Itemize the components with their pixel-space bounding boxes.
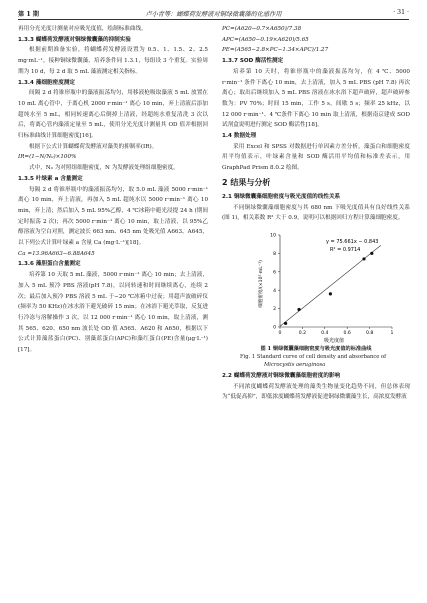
figure-caption-en xyxy=(222,353,410,369)
chart-r2: R² = 0.9714 xyxy=(330,246,361,253)
section-heading: 1.4 数据处理 xyxy=(222,133,257,140)
running-title: 卢小青等：蝴蝶荷发酵液对铜绿微囊藻的化感作用 xyxy=(145,11,282,18)
standard-curve-chart xyxy=(222,227,410,345)
figure-caption-cn: 图 1 铜绿微囊藻细胞密度与吸光度值的标准曲线 xyxy=(260,345,372,352)
paragraph: 每隔 2 d 将锥形瓶中的藻液振荡均匀，取 5.0 mL 藻液 5000 r·min⁻¹ 离心 10 min，弃上清液，再加入 5 mL 超纯水以 5000 r·min⁻¹ 离心 10 min，弃上清；然后加入 5 mL 95%乙醇，4 ℃冰箱中避光浸提 24 h (期间定时振荡 2 次)；再次 5000 r·min⁻¹ 离心 10 min，取上清液，以 95%乙醇溶液为空白对照，测定波长 663 nm、645 nm 处吸光值 A663、A645，以下列公式计算叶绿素 a 含量 Ca (mg·L⁻¹)[18]。 xyxy=(18,186,208,247)
figure-caption-en-line1: Fig. 1 Standard curve of cell density and absorbance of xyxy=(240,353,386,360)
x-tick-label: 0.6 xyxy=(343,330,351,336)
paragraph: 根据下公式计算蝴蝶荷发酵液对藻类的抑制率(IR)。 xyxy=(29,143,158,150)
section-heading: 2.1 铜绿微囊藻细胞密度与吸光度值的线性关系 xyxy=(222,193,341,200)
y-tick-label: 10 xyxy=(270,233,276,239)
equation-pc: PC=(A620−0.7×A650)/7.38 xyxy=(222,26,302,32)
paragraph: 不同浓度蝴蝶荷发酵液处理的藻类生物量变化趋势不同，但总体表现为“低促高抑”，即低浓度蝴蝶荷发酵液促进铜绿微囊藻生长，高浓度发酵液 xyxy=(222,383,410,401)
data-point xyxy=(329,292,332,295)
y-tick-label: 4 xyxy=(273,288,276,294)
section-heading: 2.2 蝴蝶荷发酵液对铜绿微囊藻细胞密度的影响 xyxy=(222,372,341,379)
section-heading: 1.3.3 蝴蝶荷发酵液对铜绿微囊藻的抑制实验 xyxy=(18,36,131,43)
paragraph: 式中，N₀ 为对照组细胞密度，N 为发酵液处理组细胞密度。 xyxy=(29,165,179,172)
data-point xyxy=(362,257,365,260)
chapter-heading: 2 结果与分析 xyxy=(222,177,271,187)
paragraph: 培养第 10 天取 5 mL 藻液，5000 r·min⁻¹ 离心 10 min；去上清液，加入 5 mL 预冷 PBS 溶液(pH 7.8)，以同转速和时间继续离心，连续 2 次；最后加入预冷 PBS 溶液 5 mL 于−20 ℃冰箱中过夜；用超声波破碎仪(频率为 50 KHz)在冰水浴下避光破碎 15 min；在冰浴下避光萃取，反复进行冷冻与溶解操作 3 次，以 12 000 r·min⁻¹ 离心 10 min，取上清液，测其 565、620、650 nm 波长处 OD 值 A565、A620 和 A650，根据以下公式计算藻蓝蛋白(PC)、别藻蓝蛋白(APC)和藻红蛋白(PE)含量(μg·L⁻¹)[17]。 xyxy=(18,272,208,354)
paragraph: 采用 Excel 和 SPSS 对数据进行单因素方差分析，藻蛋白和细胞密度用平均值表示，叶绿素含量和 SOD 酶活用平均值和标准差表示，用 GraphPad Prism 8.0.2 绘图。 xyxy=(222,143,410,172)
data-point xyxy=(297,308,300,311)
equation-ir: IR=(1−N/N₀)×100% xyxy=(18,154,77,161)
y-tick-label: 8 xyxy=(273,251,276,257)
right-column xyxy=(222,24,410,403)
chart-equation: y = 75.661x − 0.843 xyxy=(326,238,379,245)
paragraph: 再用分光光度计测量对应吸光度值，绘制标准曲线。 xyxy=(18,26,147,32)
y-axis-label: 细胞密度/(×10⁷·mL⁻¹) xyxy=(259,260,264,308)
figure-caption-en-line2: Microcystis aeruginosa xyxy=(264,361,326,368)
page-number: · 31 · xyxy=(393,9,409,16)
equation-chla: Ca =13.96A663−6.88A645 xyxy=(18,250,95,257)
issue-number: 第 1 期 xyxy=(18,11,39,18)
section-heading: 1.3.5 叶绿素 a 含量测定 xyxy=(18,175,83,182)
y-tick-label: 0 xyxy=(273,325,276,331)
x-tick-label: 0.2 xyxy=(298,330,307,336)
x-tick-label: 1 xyxy=(390,330,394,336)
data-point xyxy=(370,252,373,255)
x-axis-label: 吸光度值 xyxy=(323,337,345,344)
paragraph: 培养第 10 天时，将锥形瓶中的藻液振荡均匀，在 4 ℃、5000 r·min⁻¹ 条件下离心 10 min，去上清液，加入 5 mL PBS (pH 7.8) 再次离心；取出后继续加入 5 mL PBS 溶液在冰水浴下超声破碎，超声破碎参数为：PV 70%；时间 15 min，工作 5 s，间歇 5 s；频率 25 kHz，以 12 000 r·min⁻¹、4 ℃条件下离心 10 min 取上清液，根据南京建成 SOD 试剂盒说明进行测定 SOD 酶活性[18]。 xyxy=(222,68,410,129)
trend-line xyxy=(280,245,381,326)
equation-apc: APC=(A650−0.19×A620)/5.65 xyxy=(222,36,309,43)
x-tick-label: 0 xyxy=(278,330,282,336)
x-tick-label: 0.8 xyxy=(365,330,374,336)
paragraph: 间隔 2 d 将锥形瓶中的藻液振荡均匀，用移液枪吸取藻液 5 mL 放置在 10 mL 离心管中，于离心机 2000 r·min⁻¹ 离心 10 min，弃上清液后添加超纯水至 5 mL，相同转速离心后倒掉上清液，经超纯水重复清洗 3 次以后，将离心管内藻液定量至 5 mL，使用分光光度计测量其 OD 值并根据回归标准曲线计算细胞密度[16]。 xyxy=(18,90,208,140)
x-tick-label: 0.4 xyxy=(321,330,329,336)
header-rule xyxy=(18,19,409,20)
y-tick-label: 2 xyxy=(273,307,276,313)
section-heading: 1.3.4 藻细胞密度测定 xyxy=(18,79,76,86)
y-tick-label: 6 xyxy=(273,270,276,276)
left-column xyxy=(18,24,208,356)
data-point xyxy=(284,322,287,325)
figure-1 xyxy=(222,227,410,345)
section-heading: 1.3.6 藻胆蛋白含量测定 xyxy=(18,261,81,268)
page-header xyxy=(18,6,409,20)
paragraph: 不同铜绿微囊藻细胞密度与其 680 nm 下吸光度值具有良好线性关系(图 1)，相关系数 R² 大于 0.9，说明可以根据回归方程计算藻细胞密度。 xyxy=(222,204,410,222)
equation-pe: PE=(A565−2.8×PC−1.34×APC)/1.27 xyxy=(222,47,329,54)
section-heading: 1.3.7 SOD 酶活性测定 xyxy=(222,58,284,65)
paragraph: 根据前期准备实验，将蝴蝶荷发酵液设置为 0.5、1、1.5、2、2.5 mg·mL⁻¹，接种铜绿微囊藻，培养条件同 1.3.1，每组设 3 个重复。实验周期为 10 d，每 2 d 取 5 mL 藻液测定相关指标。 xyxy=(18,47,208,75)
